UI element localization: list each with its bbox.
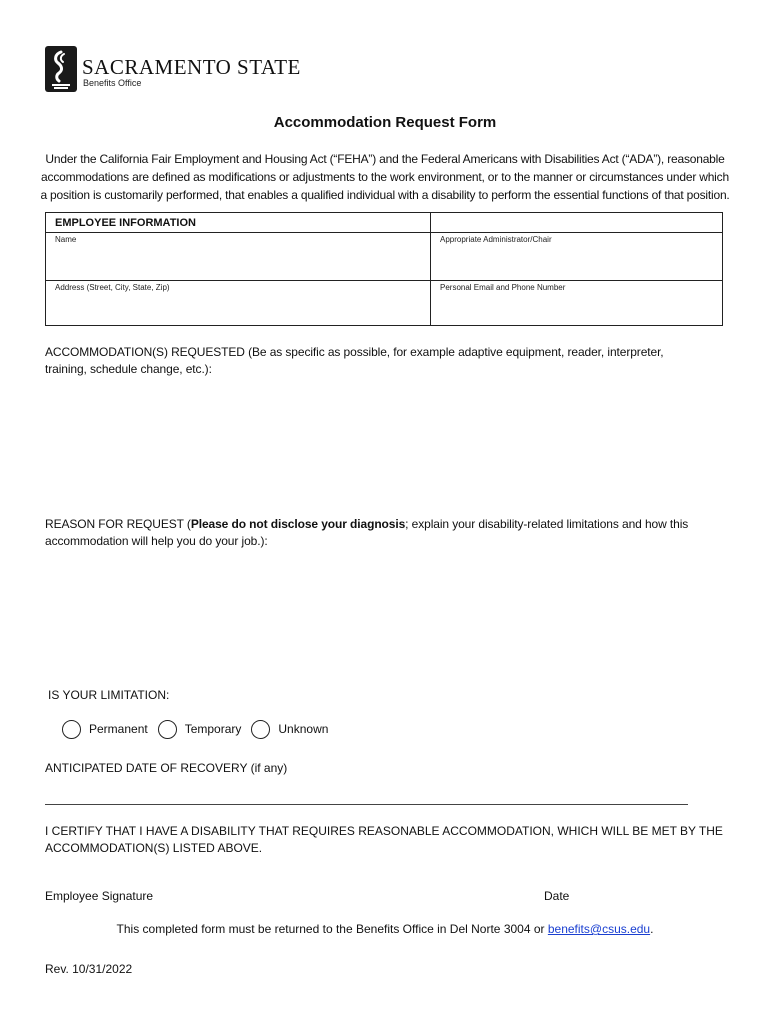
limitation-label: IS YOUR LIMITATION: (48, 688, 170, 702)
university-logo-emblem (45, 46, 77, 92)
reason-prompt (45, 516, 705, 550)
return-instructions (0, 922, 770, 936)
name-field[interactable] (47, 233, 429, 279)
address-field[interactable] (47, 281, 429, 325)
reason-prompt-warning: Please do not disclose your diagnosis (190, 517, 406, 531)
recovery-date-label: ANTICIPATED DATE OF RECOVERY (if any) (45, 761, 288, 775)
temporary-radio-label: Temporary (184, 722, 242, 736)
benefits-email-link[interactable]: benefits@csus.edu (547, 922, 651, 936)
unknown-radio[interactable] (251, 720, 270, 739)
permanent-radio-label: Permanent (89, 722, 148, 736)
address-field-label: Address (Street, City, State, Zip) (55, 283, 170, 292)
recovery-date-underline (45, 804, 688, 805)
contact-field-label: Personal Email and Phone Number (440, 283, 566, 292)
date-field[interactable] (580, 884, 720, 906)
administrator-field-label: Appropriate Administrator/Chair (440, 235, 552, 244)
employee-signature-field[interactable] (165, 884, 505, 906)
administrator-field[interactable] (432, 233, 722, 279)
limitation-radio-group (62, 717, 338, 741)
page-title: Accommodation Request Form (273, 114, 497, 131)
unknown-radio-label: Unknown (278, 722, 329, 736)
certification-statement: I CERTIFY THAT I HAVE A DISABILITY THAT REQUIRES REASONABLE ACCOMMODATION, WHICH WILL BE MET BY THE ACCOMMODATION(S) LISTED ABOVE. (45, 824, 723, 855)
reason-prompt-prefix: REASON FOR REQUEST ( (45, 517, 191, 531)
reason-prompt-suffix: ; explain your disability-related limitations and how this accommodation will help you do your job.): (45, 517, 689, 548)
contact-field[interactable] (432, 281, 722, 325)
accommodations-input-area[interactable] (45, 385, 723, 505)
hornet-emblem-icon (45, 46, 77, 92)
intro-paragraph: Under the California Fair Employment and Housing Act (“FEHA”) and the Federal Americans with Disabilities Act (“ADA”), reasonable accommodations are defined as modifications or adjustments to the work environment, or to the manner or circumstances under which a position is customarily performed, that enables a qualified individual with a disability to perform the essential functions of that position. (40, 152, 730, 202)
name-field-label: Name (55, 235, 77, 244)
return-instructions-text: This completed form must be returned to the Benefits Office in Del Norte 3004 or (116, 922, 548, 936)
date-label: Date (544, 889, 570, 903)
temporary-radio[interactable] (158, 720, 177, 739)
employee-info-table (45, 212, 723, 326)
employee-info-heading: EMPLOYEE INFORMATION (55, 217, 196, 229)
accommodations-prompt: ACCOMMODATION(S) REQUESTED (Be as specific as possible, for example adaptive equipment, reader, interpreter, training, schedule change, etc.): (45, 345, 664, 376)
org-name: SACRAMENTO STATE (82, 55, 301, 79)
org-subtitle: Benefits Office (83, 78, 142, 88)
recovery-date-field[interactable] (45, 782, 688, 804)
employee-signature-label: Employee Signature (45, 889, 154, 903)
return-instructions-end: . (650, 922, 654, 936)
revision-date: Rev. 10/31/2022 (45, 962, 133, 976)
reason-input-area[interactable] (45, 556, 723, 676)
permanent-radio[interactable] (62, 720, 81, 739)
